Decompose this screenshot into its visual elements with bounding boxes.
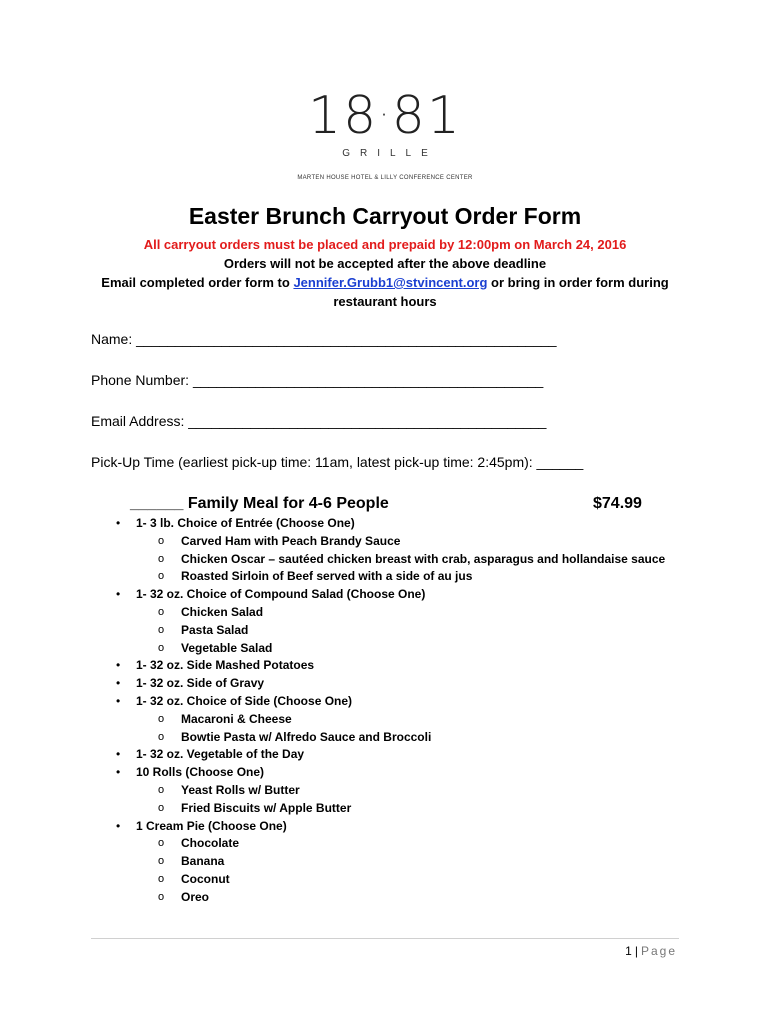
menu-item-label: 1- 32 oz. Choice of Compound Salad (Choose One)	[136, 587, 426, 602]
menu-options	[136, 711, 665, 747]
menu-item	[110, 693, 665, 746]
menu-option-label: Coconut	[181, 871, 230, 886]
bullet-icon: •	[116, 516, 121, 530]
venue-name: MARTEN HOUSE HOTEL & LILLY CONFERENCE CENTER	[297, 175, 473, 181]
email-instructions: Email completed order form to Jennifer.Grubb1@stvincent.org or bring in order form during	[101, 275, 669, 290]
footer-divider	[91, 938, 679, 939]
circle-bullet-icon: o	[158, 890, 165, 903]
phone-field[interactable]: Phone Number: _____________________________________________	[91, 372, 544, 388]
menu-options	[136, 835, 665, 906]
menu-option	[110, 729, 665, 747]
menu-option-label: Carved Ham with Peach Brandy Sauce	[181, 533, 401, 548]
menu-option-label: Pasta Salad	[181, 622, 249, 637]
menu-option	[110, 604, 665, 622]
menu-option	[110, 871, 665, 889]
email-instructions-line2: restaurant hours	[333, 294, 437, 309]
menu-item-label: 1- 32 oz. Vegetable of the Day	[136, 747, 305, 762]
logo-wordmark: GRILLE	[342, 148, 438, 159]
circle-bullet-icon: o	[158, 801, 165, 814]
menu-option-label: Banana	[181, 854, 225, 869]
menu-option	[110, 568, 665, 586]
name-field[interactable]: Name: ______________________________________________________	[91, 331, 557, 347]
menu-option	[110, 835, 665, 853]
menu-option	[110, 622, 665, 640]
deadline-notice: All carryout orders must be placed and prepaid by 12:00pm on March 24, 2016	[143, 237, 627, 252]
circle-bullet-icon: o	[158, 641, 165, 654]
menu-option	[110, 853, 665, 871]
menu-list	[110, 515, 665, 907]
circle-bullet-icon: o	[158, 605, 165, 618]
page-footer: 1 | Page	[625, 944, 677, 958]
menu-option	[110, 889, 665, 907]
menu-options	[136, 533, 665, 586]
logo	[0, 86, 770, 159]
circle-bullet-icon: o	[158, 534, 165, 547]
menu-item-label: 1 Cream Pie (Choose One)	[136, 818, 287, 833]
menu-option-label: Oreo	[181, 889, 210, 904]
bullet-icon: •	[116, 765, 121, 780]
menu-option-label: Vegetable Salad	[181, 640, 273, 655]
menu-option	[110, 551, 665, 569]
menu-item-label: 1- 32 oz. Side Mashed Potatoes	[136, 658, 315, 673]
circle-bullet-icon: o	[158, 855, 165, 868]
menu-item-label: 10 Rolls (Choose One)	[136, 765, 265, 780]
menu-option	[110, 533, 665, 551]
circle-bullet-icon: o	[158, 570, 165, 583]
menu-option-label: Chocolate	[181, 836, 240, 851]
meal-price: $74.99	[593, 495, 642, 512]
bullet-icon: •	[116, 658, 121, 673]
menu-option-label: Macaroni & Cheese	[181, 711, 292, 726]
menu-option	[110, 800, 665, 818]
menu-options	[136, 604, 665, 657]
meal-title: ______ Family Meal for 4-6 People	[130, 495, 389, 512]
bullet-icon: •	[116, 587, 121, 602]
circle-bullet-icon: o	[158, 712, 165, 725]
menu-option-label: Yeast Rolls w/ Butter	[181, 782, 300, 797]
bullet-icon: •	[116, 676, 121, 691]
menu-option-label: Chicken Oscar – sautéed chicken breast with crab, asparagus and hollandaise sauce	[181, 551, 666, 566]
menu-option	[110, 640, 665, 658]
email-field[interactable]: Email Address: ______________________________________________	[91, 413, 547, 429]
menu-item	[110, 675, 665, 693]
menu-option-label: Chicken Salad	[181, 604, 264, 619]
menu-item	[110, 818, 665, 907]
menu-item-label: 1- 32 oz. Choice of Side (Choose One)	[136, 693, 353, 708]
menu-item-label: 1- 32 oz. Side of Gravy	[136, 676, 265, 691]
menu-option-label: Fried Biscuits w/ Apple Butter	[181, 800, 352, 815]
bullet-icon: •	[116, 693, 121, 708]
menu-options	[136, 782, 665, 818]
menu-item-label: 1- 3 lb. Choice of Entrée (Choose One)	[136, 516, 355, 530]
pickup-time-field[interactable]: Pick-Up Time (earliest pick-up time: 11am, latest pick-up time: 2:45pm): ______	[91, 454, 584, 470]
circle-bullet-icon: o	[158, 552, 165, 565]
menu-option	[110, 782, 665, 800]
menu-option-label: Bowtie Pasta w/ Alfredo Sauce and Broccoli	[181, 729, 432, 744]
circle-bullet-icon: o	[158, 730, 165, 743]
acceptance-notice: Orders will not be accepted after the above deadline	[223, 256, 547, 271]
circle-bullet-icon: o	[158, 837, 165, 850]
email-link[interactable]: Jennifer.Grubb1@stvincent.org	[293, 275, 488, 290]
menu-item	[110, 515, 665, 586]
menu-item	[110, 657, 665, 675]
circle-bullet-icon: o	[158, 872, 165, 885]
menu-option-label: Roasted Sirloin of Beef served with a side of au jus	[181, 569, 473, 584]
menu-item	[110, 746, 665, 764]
logo-mark: 18·81	[308, 86, 462, 146]
bullet-icon: •	[116, 747, 121, 762]
menu-item	[110, 586, 665, 657]
menu-item	[110, 764, 665, 817]
menu-option	[110, 711, 665, 729]
circle-bullet-icon: o	[158, 623, 165, 636]
form-title: Easter Brunch Carryout Order Form	[188, 203, 582, 229]
circle-bullet-icon: o	[158, 783, 165, 796]
bullet-icon: •	[116, 818, 121, 833]
